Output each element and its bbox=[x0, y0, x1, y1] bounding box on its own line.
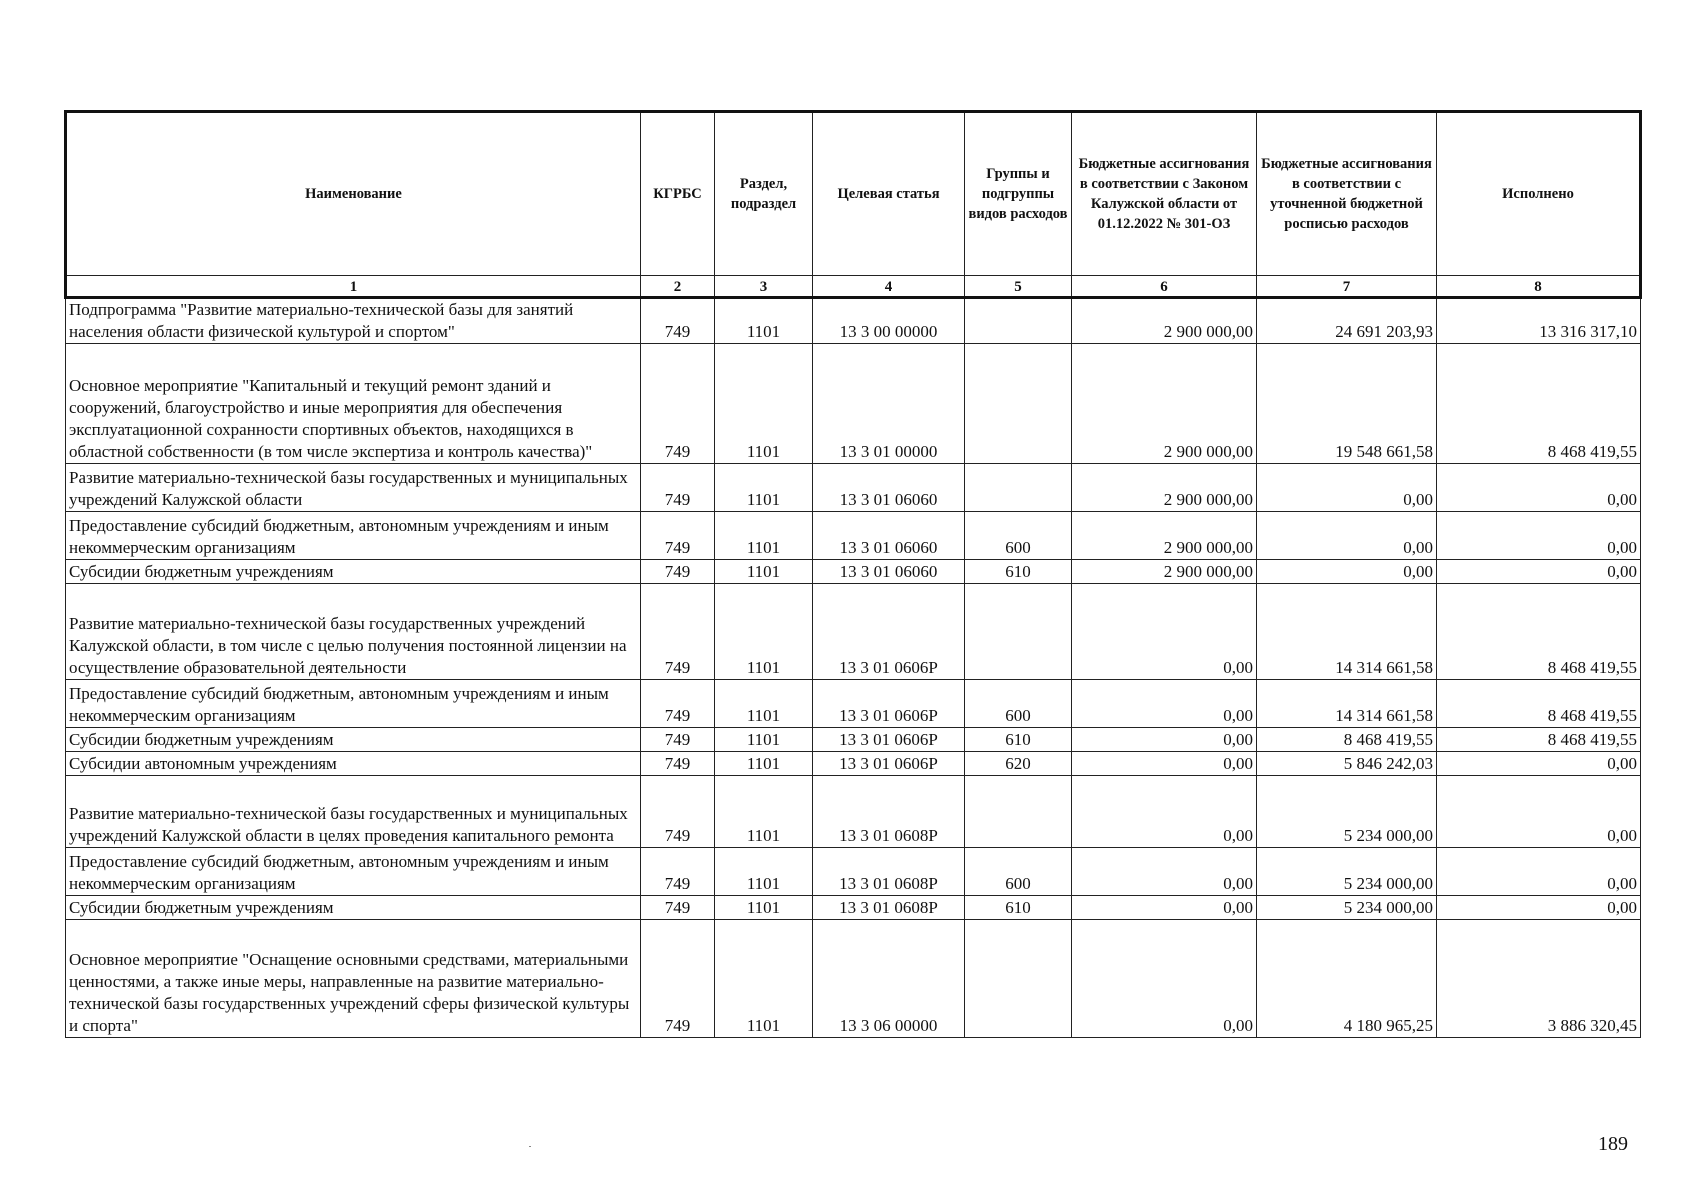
scan-speck bbox=[529, 1146, 531, 1147]
table-row bbox=[66, 298, 1641, 344]
row-name: Субсидии автономным учреждениям bbox=[66, 752, 641, 776]
row-group bbox=[965, 920, 1072, 1038]
row-section: 1101 bbox=[715, 584, 813, 680]
row-group: 620 bbox=[965, 752, 1072, 776]
row-group: 610 bbox=[965, 896, 1072, 920]
row-target: 13 3 01 06060 bbox=[813, 560, 965, 584]
row-target: 13 3 01 0608Р bbox=[813, 848, 965, 896]
table-row bbox=[66, 728, 1641, 752]
column-number: 8 bbox=[1437, 276, 1641, 298]
row-law: 2 900 000,00 bbox=[1072, 560, 1257, 584]
header-target: Целевая статья bbox=[813, 112, 965, 276]
row-refined: 0,00 bbox=[1257, 512, 1437, 560]
row-section: 1101 bbox=[715, 680, 813, 728]
row-executed: 8 468 419,55 bbox=[1437, 680, 1641, 728]
row-refined: 14 314 661,58 bbox=[1257, 680, 1437, 728]
row-refined: 14 314 661,58 bbox=[1257, 584, 1437, 680]
row-section: 1101 bbox=[715, 728, 813, 752]
row-executed: 8 468 419,55 bbox=[1437, 728, 1641, 752]
row-refined: 5 234 000,00 bbox=[1257, 848, 1437, 896]
row-kgrbs: 749 bbox=[641, 848, 715, 896]
row-refined: 5 234 000,00 bbox=[1257, 776, 1437, 848]
row-executed: 13 316 317,10 bbox=[1437, 298, 1641, 344]
row-kgrbs: 749 bbox=[641, 344, 715, 464]
row-target: 13 3 01 0606Р bbox=[813, 680, 965, 728]
row-name: Субсидии бюджетным учреждениям bbox=[66, 896, 641, 920]
row-executed: 0,00 bbox=[1437, 752, 1641, 776]
row-kgrbs: 749 bbox=[641, 920, 715, 1038]
row-section: 1101 bbox=[715, 560, 813, 584]
row-kgrbs: 749 bbox=[641, 584, 715, 680]
row-group: 610 bbox=[965, 560, 1072, 584]
row-executed: 0,00 bbox=[1437, 560, 1641, 584]
row-executed: 0,00 bbox=[1437, 896, 1641, 920]
row-name: Предоставление субсидий бюджетным, автономным учреждениям и иным некоммерческим организациям bbox=[66, 512, 641, 560]
column-number: 6 bbox=[1072, 276, 1257, 298]
header-kgrbs: КГРБС bbox=[641, 112, 715, 276]
table-row bbox=[66, 848, 1641, 896]
header-refined: Бюджетные ассигнования в соответствии с уточненной бюджетной росписью расходов bbox=[1257, 112, 1437, 276]
table-row bbox=[66, 464, 1641, 512]
row-name: Подпрограмма "Развитие материально-технической базы для занятий населения области физической культурой и спортом" bbox=[66, 298, 641, 344]
row-refined: 0,00 bbox=[1257, 464, 1437, 512]
row-refined: 4 180 965,25 bbox=[1257, 920, 1437, 1038]
row-target: 13 3 01 00000 bbox=[813, 344, 965, 464]
row-name: Основное мероприятие "Оснащение основными средствами, материальными ценностями, а также иные меры, направленные на развитие материально-технической базы государственных учреждений сферы физической культуры и спорта" bbox=[66, 920, 641, 1038]
budget-table bbox=[64, 110, 1642, 1038]
header-law: Бюджетные ассигнования в соответствии с Законом Калужской области от 01.12.2022 № 301-ОЗ bbox=[1072, 112, 1257, 276]
table-row bbox=[66, 560, 1641, 584]
row-target: 13 3 01 0608Р bbox=[813, 896, 965, 920]
row-name: Развитие материально-технической базы государственных учреждений Калужской области, в том числе с целью получения постоянной лицензии на осуществление образовательной деятельности bbox=[66, 584, 641, 680]
column-number: 5 bbox=[965, 276, 1072, 298]
row-target: 13 3 06 00000 bbox=[813, 920, 965, 1038]
row-target: 13 3 00 00000 bbox=[813, 298, 965, 344]
table-row bbox=[66, 752, 1641, 776]
row-group bbox=[965, 464, 1072, 512]
row-law: 2 900 000,00 bbox=[1072, 298, 1257, 344]
row-section: 1101 bbox=[715, 848, 813, 896]
row-target: 13 3 01 0606Р bbox=[813, 752, 965, 776]
row-group: 610 bbox=[965, 728, 1072, 752]
row-law: 0,00 bbox=[1072, 680, 1257, 728]
row-law: 0,00 bbox=[1072, 752, 1257, 776]
table-row bbox=[66, 896, 1641, 920]
header-groups: Группы и подгруппы видов расходов bbox=[965, 112, 1072, 276]
row-law: 0,00 bbox=[1072, 896, 1257, 920]
column-number: 4 bbox=[813, 276, 965, 298]
row-executed: 8 468 419,55 bbox=[1437, 344, 1641, 464]
column-number: 2 bbox=[641, 276, 715, 298]
row-kgrbs: 749 bbox=[641, 728, 715, 752]
row-group bbox=[965, 298, 1072, 344]
row-kgrbs: 749 bbox=[641, 298, 715, 344]
row-law: 2 900 000,00 bbox=[1072, 464, 1257, 512]
row-refined: 0,00 bbox=[1257, 560, 1437, 584]
row-name: Основное мероприятие "Капитальный и текущий ремонт зданий и сооружений, благоустройство и иные мероприятия для обеспечения эксплуатационной сохранности спортивных объектов, находящихся в областной собственности (в том числе экспертиза и контроль качества)" bbox=[66, 344, 641, 464]
row-group: 600 bbox=[965, 848, 1072, 896]
row-section: 1101 bbox=[715, 298, 813, 344]
row-section: 1101 bbox=[715, 752, 813, 776]
row-law: 2 900 000,00 bbox=[1072, 512, 1257, 560]
row-kgrbs: 749 bbox=[641, 680, 715, 728]
row-law: 0,00 bbox=[1072, 920, 1257, 1038]
row-name: Развитие материально-технической базы государственных и муниципальных учреждений Калужской области в целях проведения капитального ремонта bbox=[66, 776, 641, 848]
table-row bbox=[66, 584, 1641, 680]
row-target: 13 3 01 0606Р bbox=[813, 584, 965, 680]
column-number-row bbox=[66, 276, 1641, 298]
row-name: Развитие материально-технической базы государственных и муниципальных учреждений Калужской области bbox=[66, 464, 641, 512]
header-name: Наименование bbox=[66, 112, 641, 276]
row-kgrbs: 749 bbox=[641, 776, 715, 848]
table-header-row bbox=[66, 112, 1641, 276]
row-refined: 19 548 661,58 bbox=[1257, 344, 1437, 464]
row-executed: 0,00 bbox=[1437, 512, 1641, 560]
table-row bbox=[66, 776, 1641, 848]
table-row bbox=[66, 920, 1641, 1038]
row-group bbox=[965, 776, 1072, 848]
column-number: 3 bbox=[715, 276, 813, 298]
row-target: 13 3 01 0608Р bbox=[813, 776, 965, 848]
row-law: 2 900 000,00 bbox=[1072, 344, 1257, 464]
row-executed: 8 468 419,55 bbox=[1437, 584, 1641, 680]
row-section: 1101 bbox=[715, 896, 813, 920]
row-section: 1101 bbox=[715, 464, 813, 512]
row-refined: 5 846 242,03 bbox=[1257, 752, 1437, 776]
row-law: 0,00 bbox=[1072, 584, 1257, 680]
row-section: 1101 bbox=[715, 920, 813, 1038]
row-section: 1101 bbox=[715, 344, 813, 464]
row-target: 13 3 01 06060 bbox=[813, 512, 965, 560]
row-law: 0,00 bbox=[1072, 848, 1257, 896]
row-name: Субсидии бюджетным учреждениям bbox=[66, 728, 641, 752]
table-row bbox=[66, 344, 1641, 464]
row-section: 1101 bbox=[715, 512, 813, 560]
row-kgrbs: 749 bbox=[641, 896, 715, 920]
row-law: 0,00 bbox=[1072, 728, 1257, 752]
row-executed: 0,00 bbox=[1437, 776, 1641, 848]
row-refined: 8 468 419,55 bbox=[1257, 728, 1437, 752]
header-section: Раздел, подраздел bbox=[715, 112, 813, 276]
row-group: 600 bbox=[965, 680, 1072, 728]
page-number: 189 bbox=[1598, 1133, 1628, 1155]
row-executed: 3 886 320,45 bbox=[1437, 920, 1641, 1038]
column-number: 1 bbox=[66, 276, 641, 298]
table-row bbox=[66, 512, 1641, 560]
row-refined: 5 234 000,00 bbox=[1257, 896, 1437, 920]
table-row bbox=[66, 680, 1641, 728]
row-group bbox=[965, 584, 1072, 680]
row-group: 600 bbox=[965, 512, 1072, 560]
row-name: Субсидии бюджетным учреждениям bbox=[66, 560, 641, 584]
row-executed: 0,00 bbox=[1437, 464, 1641, 512]
header-executed: Исполнено bbox=[1437, 112, 1641, 276]
row-group bbox=[965, 344, 1072, 464]
row-refined: 24 691 203,93 bbox=[1257, 298, 1437, 344]
row-name: Предоставление субсидий бюджетным, автономным учреждениям и иным некоммерческим организациям bbox=[66, 680, 641, 728]
row-kgrbs: 749 bbox=[641, 464, 715, 512]
row-name: Предоставление субсидий бюджетным, автономным учреждениям и иным некоммерческим организациям bbox=[66, 848, 641, 896]
column-number: 7 bbox=[1257, 276, 1437, 298]
row-target: 13 3 01 0606Р bbox=[813, 728, 965, 752]
row-target: 13 3 01 06060 bbox=[813, 464, 965, 512]
row-kgrbs: 749 bbox=[641, 752, 715, 776]
row-section: 1101 bbox=[715, 776, 813, 848]
row-executed: 0,00 bbox=[1437, 848, 1641, 896]
row-law: 0,00 bbox=[1072, 776, 1257, 848]
row-kgrbs: 749 bbox=[641, 512, 715, 560]
row-kgrbs: 749 bbox=[641, 560, 715, 584]
